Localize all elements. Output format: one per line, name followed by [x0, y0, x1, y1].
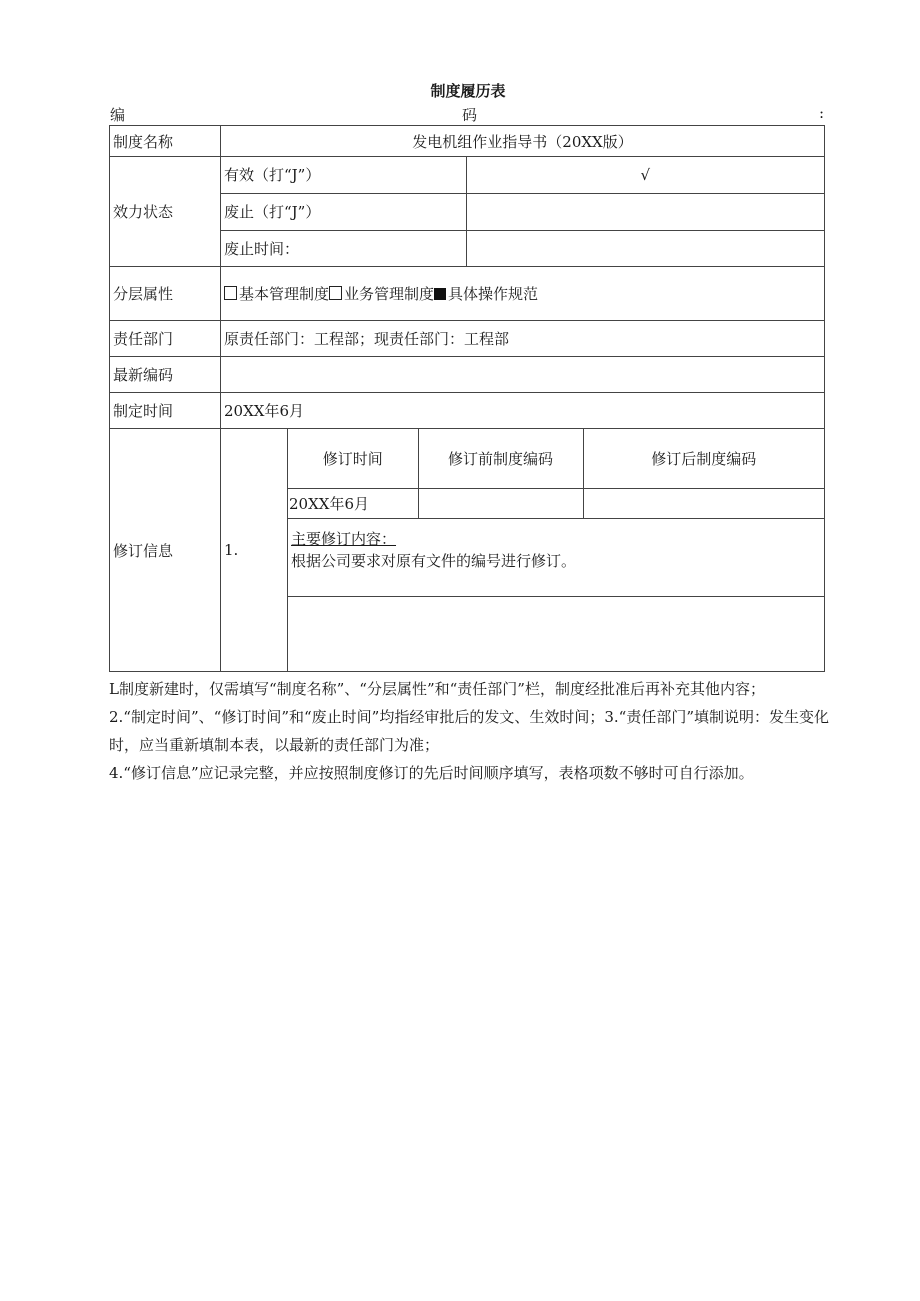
- note-1: L制度新建时，仅需填写“制度名称”、“分层属性”和“责任部门”栏，制度经批准后再补充其他内容；: [109, 680, 765, 698]
- layer-options: [221, 267, 825, 321]
- revision-subtable: [288, 429, 824, 671]
- option-basic: 基本管理制度: [224, 285, 329, 303]
- dept-value: 原责任部门：工程部；现责任部门：工程部: [221, 321, 825, 357]
- made-time-value: 20XX年6月: [221, 393, 825, 429]
- row-status: [110, 157, 825, 267]
- after-code-value: [583, 488, 824, 518]
- label-name: 制度名称: [110, 126, 221, 157]
- checkbox-filled-icon: [434, 288, 446, 300]
- revision-empty-cell: [288, 596, 824, 671]
- revision-index: 1.: [221, 429, 288, 672]
- abolished-label: 废止（打“J”）: [221, 193, 466, 230]
- revision-content-text: 根据公司要求对原有文件的编号进行修订。: [291, 551, 577, 570]
- abolished-time-value: [466, 230, 824, 266]
- checkbox-empty-icon: [224, 286, 237, 300]
- label-revision: 修订信息: [110, 429, 221, 672]
- label-latest-code: 最新编码: [110, 357, 221, 393]
- header-after-code: 修订后制度编码: [583, 429, 824, 488]
- checkbox-empty-icon: [329, 286, 342, 300]
- label-status: 效力状态: [110, 157, 221, 267]
- history-table: [109, 125, 825, 672]
- label-made-time: 制定时间: [110, 393, 221, 429]
- row-revision: [110, 429, 825, 672]
- code-label-mid: 码: [462, 106, 478, 124]
- abolished-time-label: 废止时间：: [221, 230, 466, 266]
- code-label-colon: :: [818, 104, 824, 122]
- row-name: [110, 126, 825, 157]
- revision-content-label: 主要修订内容：: [291, 529, 397, 548]
- note-3: 4.“修订信息”应记录完整，并应按照制度修订的先后时间顺序填写，表格项数不够时可自行添加。: [109, 764, 754, 782]
- row-latest-code: [110, 357, 825, 393]
- row-layer: [110, 267, 825, 321]
- label-dept: 责任部门: [110, 321, 221, 357]
- valid-label: 有效（打“J”）: [221, 157, 466, 193]
- abolished-mark: [466, 193, 824, 230]
- revision-time-value: 20XX年6月: [288, 488, 418, 518]
- before-code-value: [418, 488, 583, 518]
- page-title: 制度履历表: [430, 82, 506, 100]
- revision-content-cell: [288, 518, 824, 596]
- header-before-code: 修订前制度编码: [418, 429, 583, 488]
- note-2: 2.“制定时间”、“修订时间”和“废止时间”均指经审批后的发文、生效时间；3.“责任部门”填制说明：发生变化时，应当重新填制本表，以最新的责任部门为准；: [109, 708, 829, 754]
- code-label-left: 编: [110, 106, 126, 124]
- option-operation: 具体操作规范: [434, 285, 538, 303]
- row-dept: [110, 321, 825, 357]
- code-line: [110, 104, 824, 124]
- label-layer: 分层属性: [110, 267, 221, 321]
- valid-checkmark: √: [466, 157, 824, 193]
- header-revision-time: 修订时间: [288, 429, 418, 488]
- notes: [109, 675, 829, 787]
- policy-name-value: 发电机组作业指导书（20XX版）: [221, 126, 825, 157]
- row-made-time: [110, 393, 825, 429]
- status-subtable: [221, 157, 824, 266]
- option-business: 业务管理制度: [329, 285, 434, 303]
- latest-code-value: [221, 357, 825, 393]
